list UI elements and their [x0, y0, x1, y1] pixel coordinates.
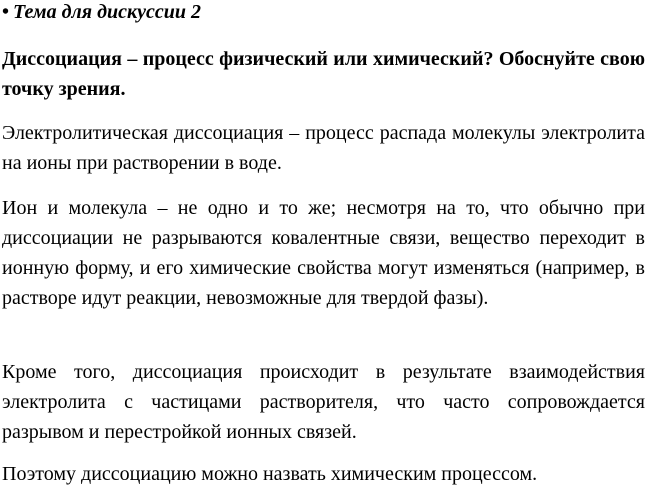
- bullet-marker: •: [2, 1, 10, 23]
- discussion-topic-title: Тема для дискуссии 2: [13, 1, 202, 23]
- paragraph-conclusion: Поэтому диссоциацию можно назвать химическим процессом.: [2, 463, 538, 485]
- discussion-question: Диссоциация – процесс физический или химический? Обоснуйте свою точку зрения.: [2, 48, 645, 100]
- paragraph-definition: Электролитическая диссоциация – процесс распада молекулы электролита на ионы при растворении в воде.: [2, 122, 645, 174]
- discussion-topic-heading: [2, 0, 201, 24]
- paragraph-ion-vs-molecule: Ион и молекула – не одно и то же; несмотря на то, что обычно при диссоциации не разрываются ковалентные связи, вещество переходит в ионную форму, и его химические свойства могут изменяться (например, в растворе идут реакции, невозможные для твердой фазы).: [2, 197, 645, 309]
- paragraph-solvent-interaction: Кроме того, диссоциация происходит в результате взаимодействия электролита с частицами растворителя, что часто сопровождается разрывом и перестройкой ионных связей.: [2, 361, 645, 443]
